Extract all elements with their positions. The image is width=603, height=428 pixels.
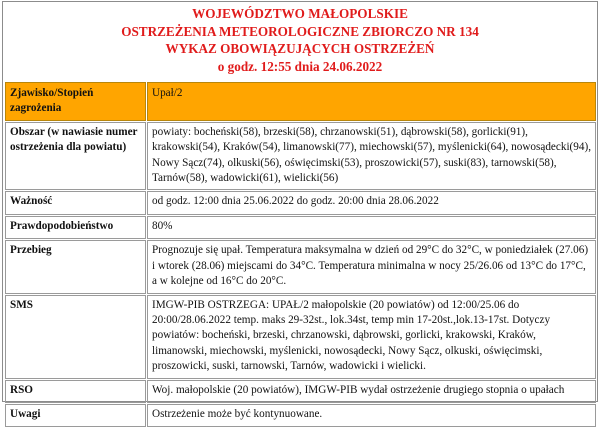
obszar-line: powiaty: bocheński(58), brzeski(58), chrzanowski(51), dąbrowski(58), gorlicki(91), (151, 125, 528, 138)
sms-line: limanowski, miechowski, myślenicki, nowosądecki, Nowy Sącz, olkuski, oświęcimski, (151, 344, 543, 357)
label-obszar-line2: ostrzeżenia dla powiatu) (10, 141, 127, 154)
obszar-line: Tarnów(58), wadowicki(61), wielicki(56) (151, 172, 339, 185)
value-prawdopodobienstwo: 80% (147, 216, 596, 239)
przebieg-line: a w kolejne od 16°C do 20°C. (151, 275, 287, 288)
table-row-waznosc (5, 191, 596, 215)
warnings-table (4, 81, 597, 428)
label-prawdopodobienstwo: Prawdopodobieństwo (5, 216, 146, 239)
sms-line: 20:00/28.06.2022 temp. maks 29-32st., lok.34st, temp min 17-20st.,lok.13-17st. Dotyczy (151, 314, 551, 327)
document-header (3, 2, 597, 78)
sms-line: proszowicki, suski, tarnowski, Tarnów, wadowicki i wielicki. (151, 360, 426, 373)
label-obszar-line1: Obszar (w nawiasie numer (10, 125, 138, 138)
table-row-uwagi (5, 404, 596, 427)
value-zjawisko: Upał/2 (147, 82, 596, 121)
value-waznosc: od godz. 12:00 dnia 25.06.2022 do godz. 20:00 dnia 28.06.2022 (147, 191, 596, 215)
header-warnings-title: OSTRZEŻENIA METEOROLOGICZNE ZBIORCZO NR 134 (121, 23, 479, 39)
label-rso: RSO (5, 380, 146, 403)
table-row-przebieg (5, 240, 596, 293)
label-waznosc: Ważność (5, 191, 146, 215)
value-rso: Woj. małopolskie (20 powiatów), IMGW-PIB wydał ostrzeżenie drugiego stopnia o upałach (147, 380, 596, 403)
table-row-zjawisko (5, 82, 596, 121)
label-uwagi: Uwagi (5, 404, 146, 427)
table-row-sms (5, 295, 596, 379)
table-row-prawdopodobienstwo (5, 216, 596, 239)
table-row-rso (5, 380, 596, 403)
przebieg-line: i wtorek (28.06) miejscami do 34°C. Temperatura minimalna w nocy 25/26.06 od 13°C do 17°C, (151, 259, 586, 272)
obszar-line: Nowy Sącz(74), olkuski(56), oświęcimski(53), proszowicki(57), suski(83), tarnowski(58), (151, 156, 557, 169)
label-sms: SMS (5, 295, 146, 379)
label-zjawisko: Zjawisko/Stopień zagrożenia (5, 82, 146, 121)
value-przebieg (147, 240, 596, 293)
warning-document (2, 1, 598, 420)
value-obszar (147, 122, 596, 191)
header-timestamp: o godz. 12:55 dnia 24.06.2022 (217, 58, 383, 74)
przebieg-line: Prognozuje się upał. Temperatura maksymalna w dzień od 29°C do 32°C, w poniedziałek (27.06) (151, 244, 589, 257)
obszar-line: krakowski(54), Kraków(54), limanowski(77), miechowski(57), myślenicki(64), nowosądecki(94), (151, 141, 591, 154)
label-obszar (5, 122, 146, 191)
value-uwagi: Ostrzeżenie może być kontynuowane. (147, 404, 596, 427)
sms-line: IMGW-PIB OSTRZEGA: UPAŁ/2 małopolskie (20 powiatów) od 12:00/25.06 do (151, 298, 520, 311)
header-list-title: WYKAZ OBOWIĄZUJĄCYCH OSTRZEŻEŃ (165, 41, 435, 56)
table-row-obszar (5, 122, 596, 191)
value-sms (147, 295, 596, 379)
header-region-title: WOJEWÓDZTWO MAŁOPOLSKIE (192, 6, 408, 21)
label-przebieg: Przebieg (5, 240, 146, 293)
sms-line: powiatów: bocheński, brzeski, chrzanowski, dąbrowski, gorlicki, krakowski, Kraków, (151, 329, 536, 342)
